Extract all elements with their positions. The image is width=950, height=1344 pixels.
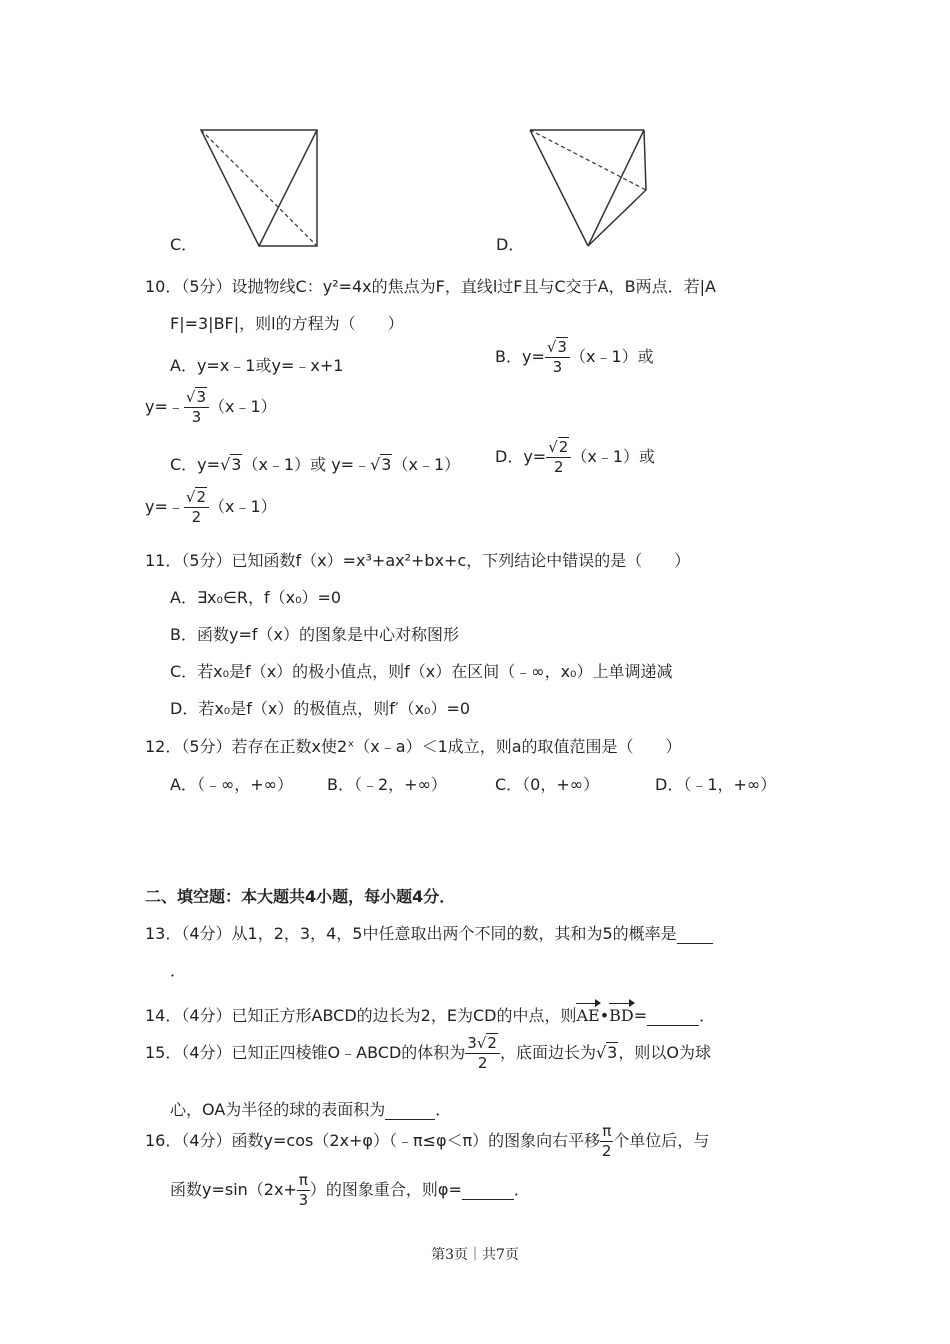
figure-option-c — [195, 125, 325, 253]
q10-b-prefix: B．y= — [495, 347, 545, 366]
q13-stem: 13．（4分）从1，2，3，4，5中任意取出两个不同的数，其和为5的概率是 — [145, 921, 713, 944]
vector-ae: AE — [576, 1006, 600, 1025]
sqrt2-over-2-fraction-neg: $\frac{√2}{2}$ — [184, 490, 209, 525]
figure-option-d — [524, 125, 654, 253]
q10-option-d-continued: y=﹣ $\frac{√2}{2}$ （x﹣1） — [145, 488, 277, 526]
q12-option-d: D．（﹣1，+∞） — [655, 775, 777, 794]
sqrt2-over-2-fraction: $\frac{√2}{2}$ — [546, 440, 571, 475]
q10-stem-line1: 10．（5分）设抛物线C：y²=4x的焦点为F，直线l过F且与C交于A，B两点．若|A — [145, 277, 716, 296]
answer-blank — [385, 1100, 435, 1120]
sqrt3-neg: √3 — [370, 455, 392, 474]
q11-option-b: B．函数y=f（x）的图象是中心对称图形 — [170, 625, 459, 644]
q15-stem: 15．（4分）已知正四棱锥O﹣ABCD的体积为 $\frac{3√2}{2}$ ，底面边长为√3，则以O为球 — [145, 1034, 711, 1072]
q13-line2: ． — [170, 961, 187, 980]
answer-blank — [677, 924, 713, 944]
q10-option-b — [495, 340, 654, 375]
q16-stem: 16．（4分）函数y=cos（2x+φ）（﹣π≤φ＜π）的图象向右平移 $\frac{\pi}{2}$ 个单位后，与 — [145, 1122, 710, 1160]
q10-option-b-continued: y=﹣ $\frac{√3}{3}$ （x﹣1） — [145, 388, 277, 426]
answer-blank — [462, 1180, 514, 1200]
figure-c-label: C． — [170, 235, 198, 254]
section-heading: 二、填空题：本大题共4小题，每小题4分． — [145, 887, 456, 906]
sqrt3-over-3-fraction: $\frac{√3}{3}$ — [545, 340, 570, 375]
q10-stem-line2: F|=3|BF|，则l的方程为（ ） — [170, 314, 404, 333]
q11-option-d: D．若x₀是f（x）的极值点，则f′（x₀）=0 — [170, 699, 471, 718]
sqrt3: √3 — [220, 455, 242, 474]
q11-stem: 11．（5分）已知函数f（x）=x³+ax²+bx+c，下列结论中错误的是（ ） — [145, 551, 691, 570]
pi-over-3-fraction: $\frac{\pi}{3}$ — [298, 1171, 309, 1209]
q12-option-c: C．（0，+∞） — [495, 775, 600, 794]
q12-option-b: B．（﹣2，+∞） — [327, 775, 447, 794]
q12-stem: 12．（5分）若存在正数x使2ˣ（x﹣a）＜1成立，则a的取值范围是（ ） — [145, 737, 682, 756]
q12-option-a: A．（﹣∞，+∞） — [170, 775, 294, 794]
q10-option-c: C．y=√3（x﹣1）或 y=﹣√3（x﹣1） — [170, 455, 461, 474]
figure-d-label: D． — [496, 235, 525, 254]
q14-stem: 14．（4分）已知正方形ABCD的边长为2，E为CD的中点，则AE•BD= ． — [145, 1006, 716, 1025]
sqrt3: √3 — [595, 1043, 618, 1062]
sqrt3-over-3-fraction-neg: $\frac{√3}{3}$ — [184, 390, 209, 425]
answer-blank — [647, 1006, 699, 1026]
q15-line2: 心，OA为半径的球的表面积为 ． — [170, 1100, 452, 1119]
vector-bd: BD — [609, 1006, 634, 1025]
q11-option-a: A．∃x₀∈R，f（x₀）=0 — [170, 588, 342, 607]
q10-option-a: A．y=x﹣1或y=﹣x+1 — [170, 356, 344, 375]
q10-option-d: D．y= $\frac{√2}{2}$ （x﹣1）或 — [495, 438, 655, 476]
q11-option-c: C．若x₀是f（x）的极小值点，则f（x）在区间（﹣∞，x₀）上单调递减 — [170, 662, 673, 681]
pi-over-2-fraction: $\frac{\pi}{2}$ — [601, 1122, 612, 1160]
q10-b-suffix: （x﹣1）或 — [569, 347, 654, 366]
three-sqrt2-over-2-fraction: $\frac{3√2}{2}$ — [465, 1036, 500, 1071]
q16-line2: 函数y=sin（2x+ $\frac{\pi}{3}$ ）的图象重合，则φ= ． — [170, 1171, 530, 1209]
page-footer: 第3页｜共7页 — [431, 1247, 519, 1263]
